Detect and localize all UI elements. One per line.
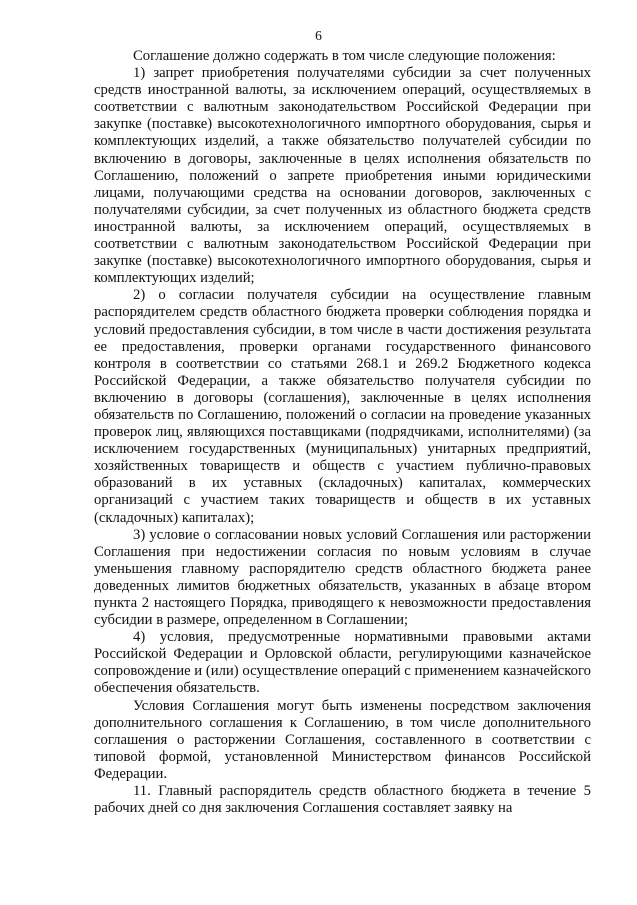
page-number: 6 [315, 28, 322, 43]
paragraph-amendments: Условия Соглашения могут быть изменены посредством заключения дополнительного соглашения к Соглашению, в том числе дополнительного соглашения о расторжении Соглашения, составленного в соответствии с типовой формой, установленной Министерством финансов Российской Федерации. [94, 697, 591, 782]
paragraph-item-3: 3) условие о согласовании новых условий Соглашения или расторжении Соглашения при недостижении согласия по новым условиям в случае уменьшения главному распорядителю средств областного бюджета ранее доведенных лимитов бюджетных обязательств, указанных в абзаце втором пункта 2 настоящего Порядка, приводящего к невозможности предоставления субсидии в размере, определенном в Соглашении; [94, 526, 591, 629]
paragraph-item-4: 4) условия, предусмотренные нормативными правовыми актами Российской Федерации и Орловской области, регулирующими казначейское сопровождение и (или) осуществление операций с применением казначейского обеспечения обязательств. [94, 629, 591, 697]
document-body [94, 48, 591, 817]
paragraph-item-2: 2) о согласии получателя субсидии на осуществление главным распорядителем средств областного бюджета проверки соблюдения порядка и условий предоставления субсидии, в том числе в части достижения результата ее предоставления, проверки органами государственного финансового контроля в соответствии со статьями 268.1 и 269.2 Бюджетного кодекса Российской Федерации, а также обязательство получателя субсидии по включению в договоры (соглашения), заключенные в целях исполнения обязательств по Соглашению, положений о согласии на проведение указанных проверок лиц, являющихся поставщиками (подрядчиками, исполнителями) (за исключением государственных (муниципальных) унитарных предприятий, хозяйственных товариществ и обществ с участием публично-правовых образований в их уставных (складочных) капиталах, коммерческих организаций с участием таких товариществ и обществ в их уставных (складочных) капиталах); [94, 287, 591, 526]
paragraph-clause-11: 11. Главный распорядитель средств областного бюджета в течение 5 рабочих дней со дня заключения Соглашения составляет заявку на [94, 783, 591, 817]
paragraph-item-1: 1) запрет приобретения получателями субсидии за счет полученных средств иностранной валюты, за исключением операций, осуществляемых в соответствии с валютным законодательством Российской Федерации при закупке (поставке) высокотехнологичного импортного оборудования, сырья и комплектующих изделий, а также обязательство получателей субсидии по включению в договоры, заключенные в целях исполнения обязательств по Соглашению, положений о запрете приобретения иными юридическими лицами, получающими средства на основании договоров, заключенных с получателями субсидии, за счет полученных из областного бюджета средств иностранной валюты, за исключением операций, осуществляемых в соответствии с валютным законодательством Российской Федерации при закупке (поставке) высокотехнологичного импортного оборудования, сырья и комплектующих изделий; [94, 65, 591, 287]
paragraph-intro: Соглашение должно содержать в том числе следующие положения: [133, 48, 556, 64]
